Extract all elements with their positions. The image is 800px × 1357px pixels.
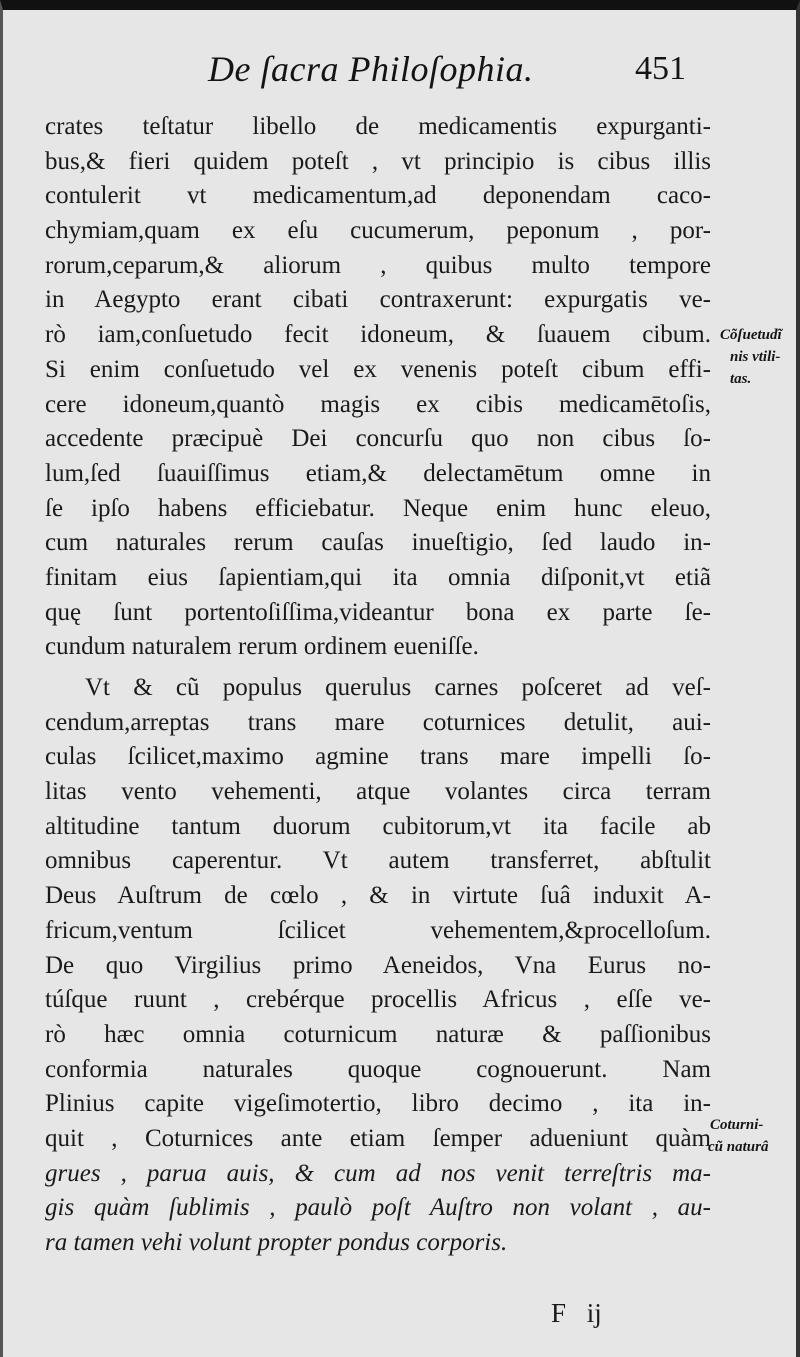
margin-note-coturnicum [708,1114,768,1158]
text-line: grues , parua auis, & cum ad nos venit terreſtris ma- [45,1159,711,1187]
text-line: fricum,ventum ſcilicet vehementem,&procelloſum. [45,916,711,944]
text-line: ſe ipſo habens efficiebatur. Neque enim hunc eleuo, [45,494,711,522]
margin-note-line: Cõſuetudĩ [720,327,782,343]
text-line: conformia naturales quoque cognouerunt. Nam [45,1055,711,1083]
text-line: gis quàm ſublimis , paulò poſt Auſtro non volant , au- [45,1194,711,1222]
text-line: cum naturales rerum cauſas inueſtigio, ſed laudo in- [45,529,711,557]
margin-note-line: Coturni- [710,1117,764,1133]
text-line: rorum,ceparum,& aliorum , quibus multo tempore [45,251,711,279]
text-line: crates teſtatur libello de medicamentis expurganti- [45,113,711,140]
text-line: De quo Virgilius primo Aeneidos, Vna Eurus no- [45,951,711,979]
text-line: túſque ruunt , crebérque procellis Africus , eſſe ve- [45,986,711,1014]
text-line: finitam eius ſapientiam,qui ita omnia diſponit,vt etiã [45,563,711,591]
text-line: cere idoneum,quantò magis ex cibis medicamētoſis, [45,390,711,418]
text-line: Vt & cũ populus querulus carnes poſceret ad veſ- [85,674,711,701]
text-line: altitudine tantum duorum cubitorum,vt ita facile ab [45,812,711,840]
text-line: omnibus caperentur. Vt autem transferret, abſtulit [45,847,711,875]
page-number: 451 [635,50,686,87]
text-line: ra tamen vehi volunt propter pondus corporis. [45,1229,508,1256]
text-line: litas vento vehementi, atque volantes circa terram [45,778,711,806]
text-line: rò iam,conſuetudo fecit idoneum, & ſuauem cibum. [45,321,711,349]
text-line: bus,& fieri quidem poteſt , vt principio is cibus illis [45,147,711,175]
signature-mark: F ij [551,1298,602,1328]
text-line: accedente præcipuè Dei concurſu quo non cibus ſo- [45,425,711,453]
margin-note-line: nis vtili- [730,349,781,365]
text-line: rò hæc omnia coturnicum naturæ & paſſionibus [45,1020,711,1048]
text-line: Si enim conſuetudo vel ex venenis poteſt cibum effi- [45,355,711,383]
text-line: contulerit vt medicamentum,ad deponendam caco- [45,182,711,210]
page-header [3,48,800,108]
margin-note-consuetudo [720,324,782,390]
text-line: cendum,arreptas trans mare coturnices detulit, aui- [45,708,711,736]
text-line: quit , Coturnices ante etiam ſemper adueniunt quàm [45,1124,711,1152]
text-line: culas ſcilicet,maximo agmine trans mare impelli ſo- [45,743,711,771]
text-line: in Aegypto erant cibati contraxerunt: expurgatis ve- [45,286,711,314]
margin-note-line: tas. [730,371,752,387]
text-line: quę ſunt portentoſiſſima,videantur bona ex parte ſe- [45,598,711,626]
text-line: lum,ſed ſuauiſſimus etiam,& delectamētum omne in [45,459,711,487]
text-line: Plinius capite vigeſimotertio, libro decimo , ita in- [45,1090,711,1118]
text-line: cundum naturalem rerum ordinem eueniſſe. [45,633,479,661]
margin-note-line: cũ naturâ [708,1139,769,1155]
text-line: Deus Auſtrum de cœlo , & in virtute ſuâ induxit A- [45,882,711,910]
running-title: De ſacra Philoſophia. [208,49,534,89]
text-line: chymiam,quam ex eſu cucumerum, peponum , por- [45,217,711,245]
body-text [45,110,711,1261]
